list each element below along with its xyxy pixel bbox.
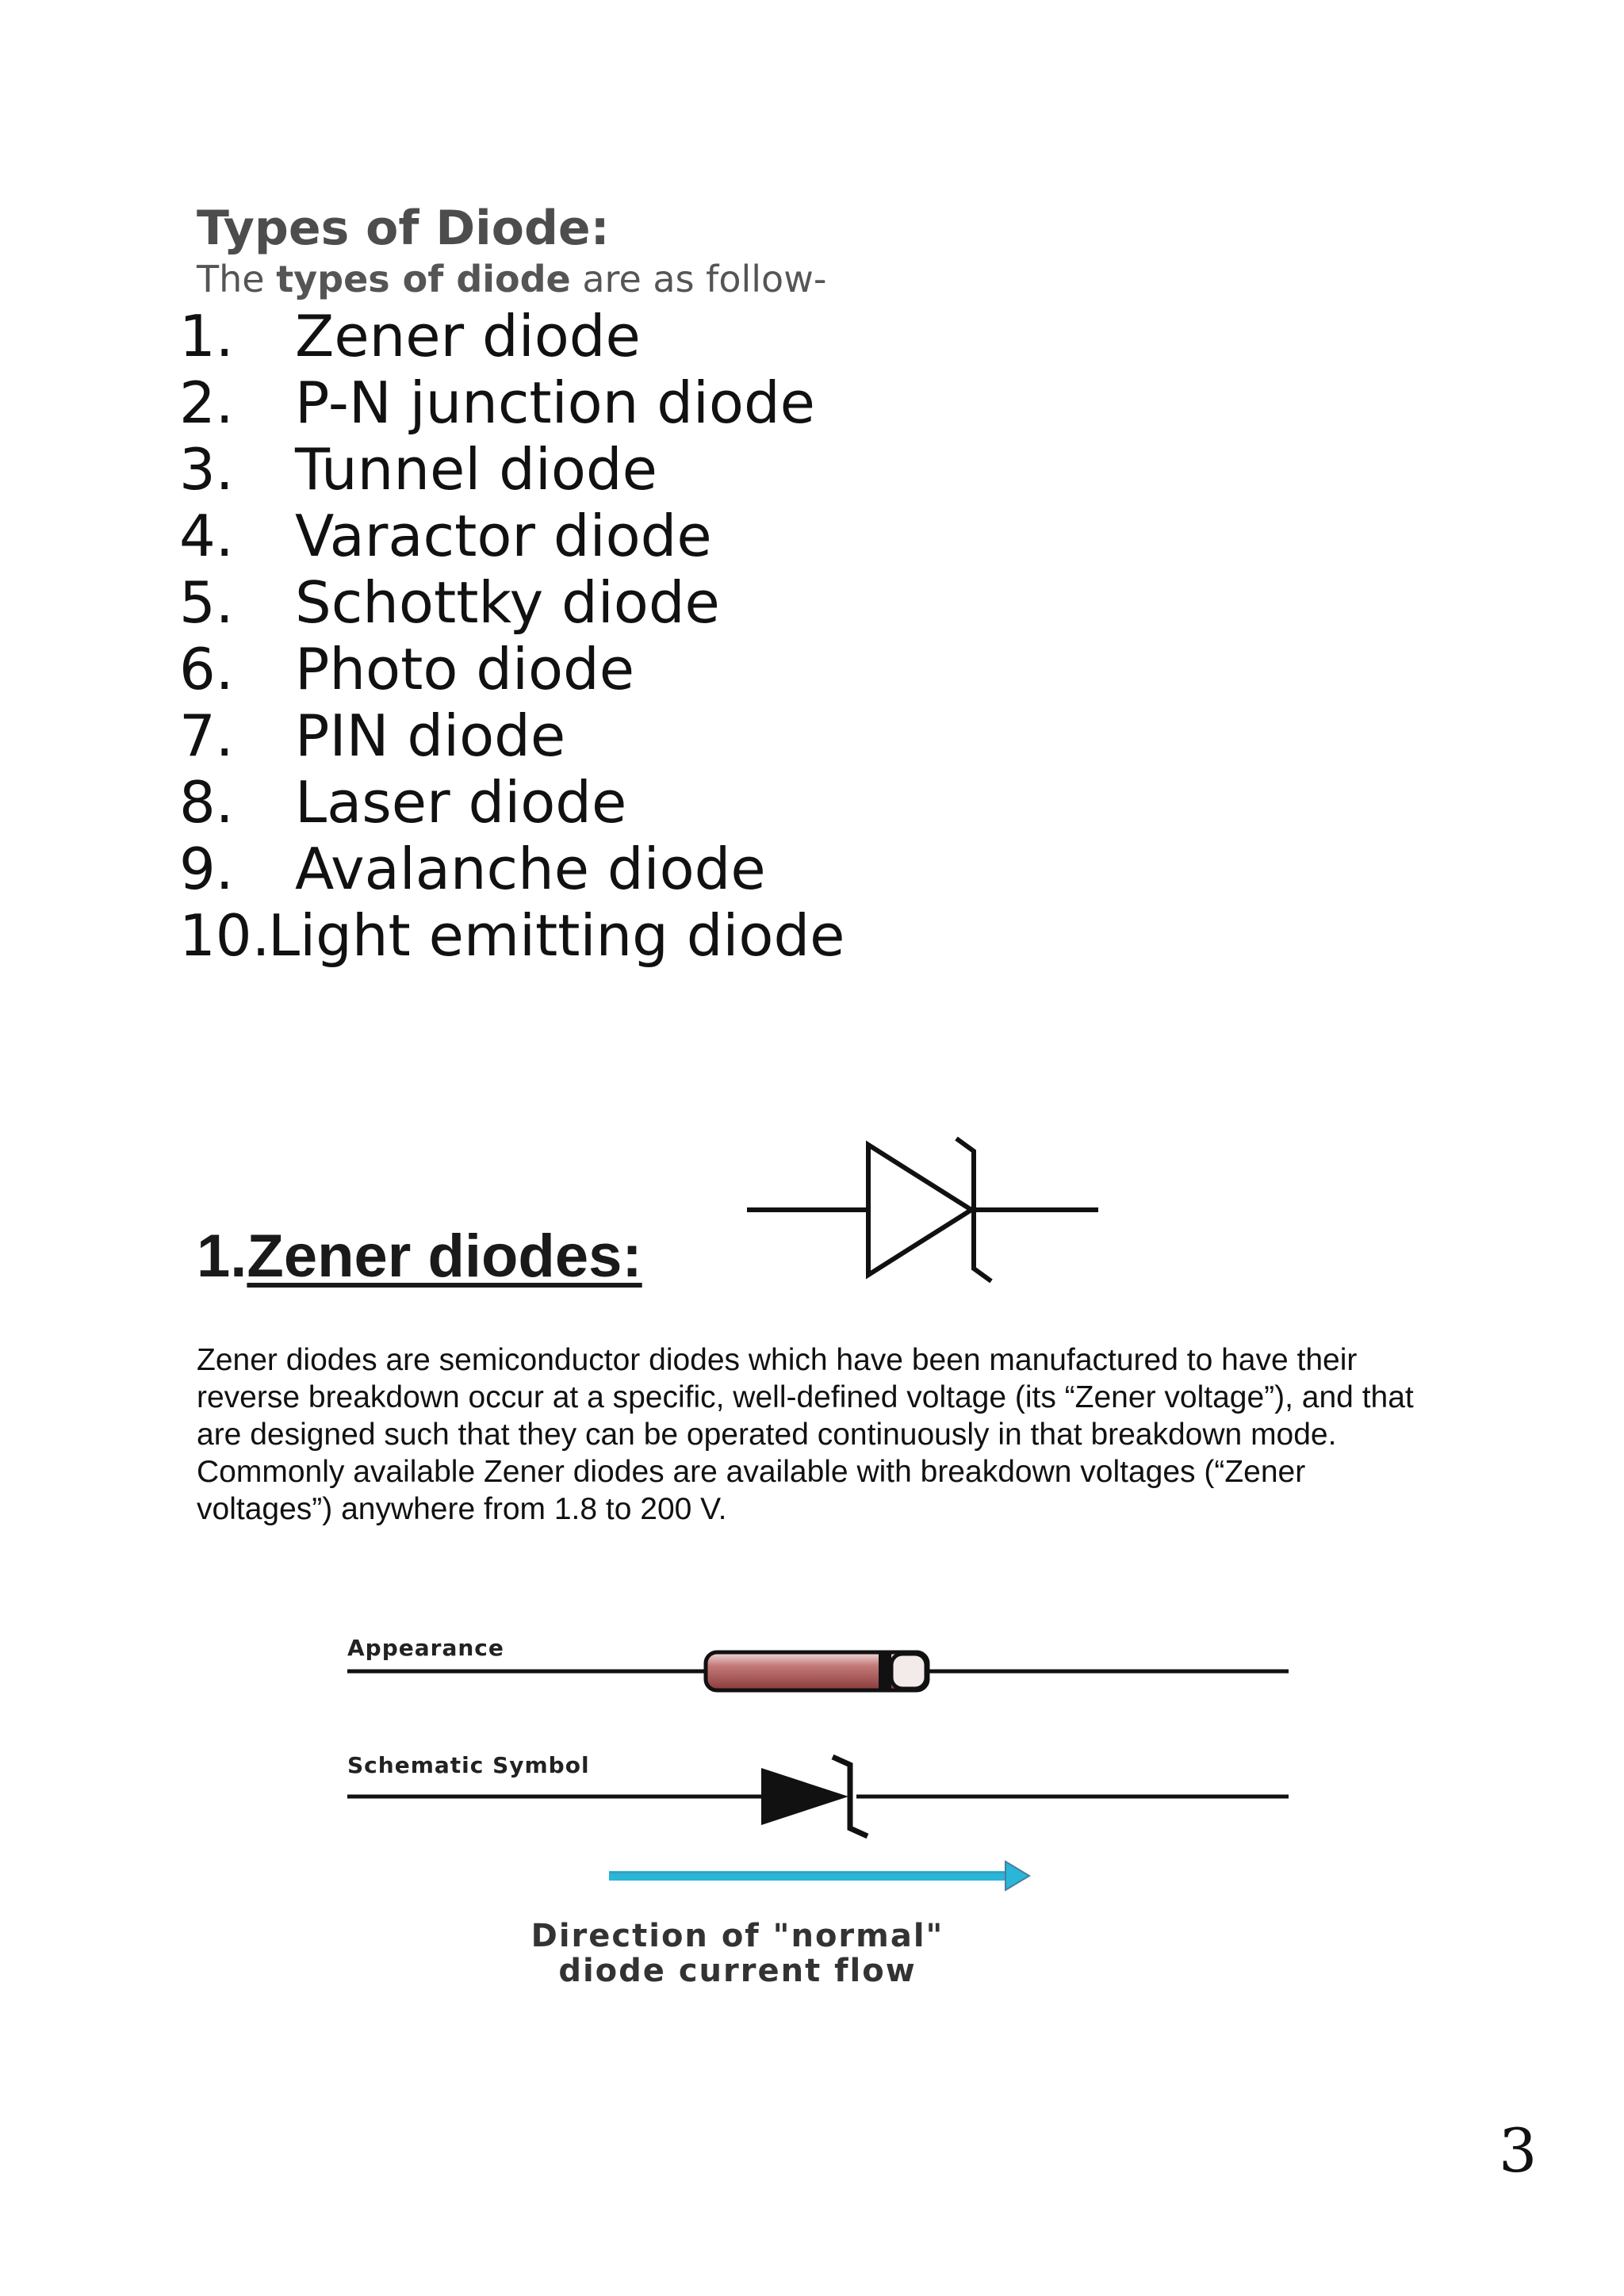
list-item-number: 4. [179, 503, 234, 569]
list-item-label: Zener diode [295, 303, 641, 369]
schematic-label: Schematic Symbol [347, 1752, 590, 1778]
list-item-label: Schottky diode [295, 569, 720, 636]
intro-suffix: are as follow- [570, 258, 827, 300]
intro-text [197, 255, 826, 303]
zener-heading-number: 1. [197, 1223, 247, 1290]
list-item-label: Laser diode [295, 769, 627, 836]
list-item-number: 9. [179, 836, 234, 902]
caption-line-2: diode current flow [558, 1953, 917, 1989]
intro-bold: types of diode [276, 258, 571, 300]
list-item-number: 10. [179, 902, 270, 969]
list-item-label: PIN diode [295, 702, 566, 769]
list-item-number: 1. [179, 303, 234, 369]
list-item-number: 3. [179, 436, 234, 503]
list-item-number: 2. [179, 369, 234, 436]
appearance-label: Appearance [347, 1635, 504, 1661]
section-heading: Types of Diode: [197, 201, 610, 256]
list-item-number: 7. [179, 702, 234, 769]
list-item-label: Varactor diode [295, 503, 712, 569]
zener-description: Zener diodes are semiconductor diodes which have been manufactured to have their reverse breakdown occur at a specific, well-defined voltage (its “Zener voltage”), and that are designed such that they can be operated continuously in that breakdown mode. Commonly available Zener diodes are available with breakdown voltages (“Zener voltages”) anywhere from 1.8 to 200 V. [197, 1343, 1414, 1526]
zener-figure [333, 1617, 1316, 2030]
intro-prefix: The [197, 258, 277, 300]
list-item-label: Avalanche diode [295, 836, 766, 902]
zener-heading-title: Zener diodes: [247, 1223, 642, 1290]
caption-line-1: Direction of "normal" [530, 1918, 944, 1954]
list-item-number: 8. [179, 769, 234, 836]
current-flow-caption [515, 1919, 959, 1988]
zener-heading [197, 1213, 642, 1300]
list-item-number: 6. [179, 636, 234, 702]
page-number: 3 [1499, 2115, 1538, 2186]
schematic-triangle-icon [761, 1768, 848, 1825]
list-item-label: Tunnel diode [295, 436, 657, 503]
list-item-number: 5. [179, 569, 234, 636]
list-item-label: Light emitting diode [268, 902, 845, 969]
list-item-label: P-N junction diode [295, 369, 815, 436]
list-item-label: Photo diode [295, 636, 635, 702]
zener-symbol-icon [737, 1134, 1110, 1284]
current-flow-arrow-icon [1005, 1862, 1029, 1890]
